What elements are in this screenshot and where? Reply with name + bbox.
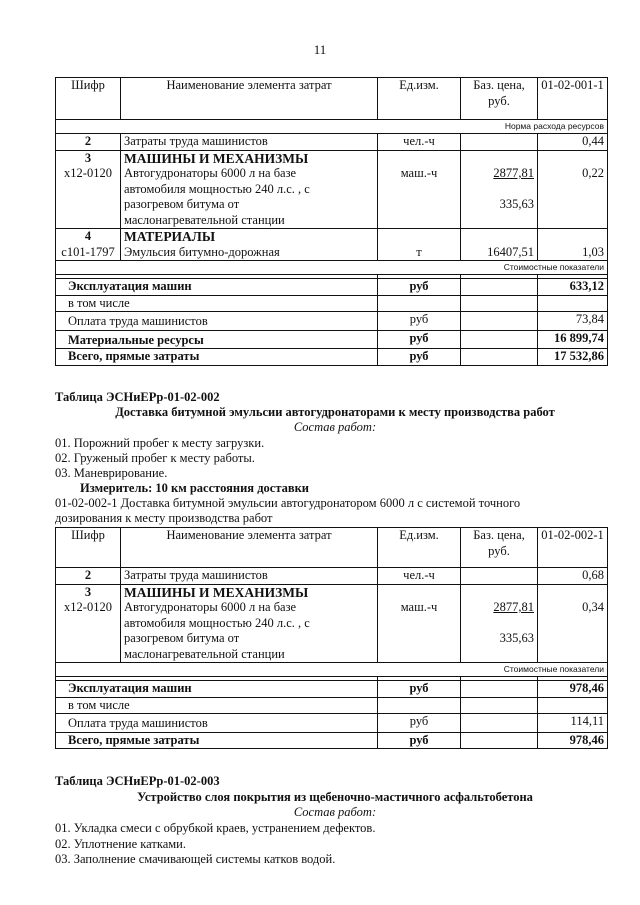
resource-line: разогревом битума от	[124, 197, 240, 211]
summary-unit: руб	[378, 330, 461, 349]
work-item: 01. Укладка смеси с обрубкой краев, устранением дефектов.	[55, 821, 376, 835]
summary-unit: руб	[378, 681, 461, 698]
page-number: 11	[313, 42, 327, 57]
row-num: 2	[56, 134, 121, 151]
summary-value: 114,11	[538, 714, 608, 733]
row-num: 2	[56, 568, 121, 585]
work-item: 03. Маневрирование.	[55, 466, 168, 480]
resource-price-secondary: 335,63	[499, 197, 534, 211]
col-code: Шифр	[56, 78, 121, 120]
summary-label: Всего, прямые затраты	[56, 732, 378, 749]
resource-price: 16407,51	[487, 244, 534, 259]
resource-value: 0,22	[582, 166, 604, 180]
resource-line: Эмульсия битумно-дорожная	[124, 244, 280, 259]
summary-unit: руб	[378, 732, 461, 749]
summary-label: в том числе	[56, 295, 378, 312]
section-num: 3	[84, 150, 92, 165]
table-subtitle: Доставка битумной эмульсии автогудронаторами к месту производства работ	[115, 405, 555, 419]
summary-value: 978,46	[538, 681, 608, 698]
summary-label: Эксплуатация машин	[56, 681, 378, 698]
summary-label: Оплата труда машинистов	[56, 312, 378, 331]
resource-code: х12-0120	[64, 600, 112, 614]
summary-value: 17 532,86	[538, 349, 608, 366]
resource-value: 1,03	[582, 244, 604, 259]
col-id: 01-02-002-1	[538, 528, 608, 568]
resource-line: Автогудронаторы 6000 л на базе	[124, 166, 297, 180]
composition-heading: Состав работ:	[293, 805, 377, 819]
resource-line: Автогудронаторы 6000 л на базе	[124, 600, 297, 614]
section-title: МАТЕРИАЛЫ	[124, 229, 216, 244]
col-name: Наименование элемента затрат	[121, 528, 378, 568]
work-item: 02. Уплотнение катками.	[55, 837, 186, 851]
row-value: 0,44	[538, 134, 608, 151]
summary-label: Эксплуатация машин	[56, 279, 378, 296]
resource-code: х12-0120	[64, 166, 112, 180]
summary-label: Оплата труда машинистов	[56, 714, 378, 733]
summary-label: Материальные ресурсы	[56, 330, 378, 349]
section-num: 4	[84, 229, 92, 243]
table-subtitle: Устройство слоя покрытия из щебеночно-мастичного асфальтобетона	[137, 790, 533, 804]
row-unit: чел.-ч	[378, 568, 461, 585]
work-item: 02. Груженый пробег к месту работы.	[55, 451, 255, 465]
resource-price: 2877,81	[493, 166, 534, 180]
cost-note: Стоимостные показатели	[56, 663, 608, 677]
col-price: Баз. цена, руб.	[461, 78, 538, 120]
summary-unit: руб	[378, 714, 461, 733]
row-name: Затраты труда машинистов	[121, 134, 378, 151]
meter-text: Измеритель: 10 км расстояния доставки	[80, 481, 310, 495]
resource-line: маслонагревательной станции	[124, 212, 285, 227]
resource-price: 2877,81	[493, 600, 534, 614]
resource-value: 0,34	[582, 600, 604, 614]
resource-price-secondary: 335,63	[499, 631, 534, 645]
col-name: Наименование элемента затрат	[121, 78, 378, 120]
work-item: 01. Порожний пробег к месту загрузки.	[55, 436, 265, 450]
composition-heading: Состав работ:	[293, 420, 377, 434]
col-id: 01-02-001-1	[538, 78, 608, 120]
norm-note: Норма расхода ресурсов	[56, 120, 608, 134]
section-num: 3	[84, 584, 92, 599]
row-name: Затраты труда машинистов	[121, 568, 378, 585]
section-title: МАШИНЫ И МЕХАНИЗМЫ	[124, 584, 309, 600]
resource-code: с101-1797	[61, 244, 115, 259]
col-price: Баз. цена, руб.	[461, 528, 538, 568]
resource-table-01-02-001	[55, 77, 608, 366]
summary-value: 978,46	[538, 732, 608, 749]
summary-unit: руб	[378, 312, 461, 331]
summary-unit: руб	[378, 349, 461, 366]
row-value: 0,68	[538, 568, 608, 585]
summary-value: 633,12	[538, 279, 608, 296]
norm-description: 01-02-002-1 Доставка битумной эмульсии автогудронатором 6000 л с системой точного	[55, 496, 521, 510]
resource-table-01-02-002	[55, 527, 608, 749]
table-title: Таблица ЭСНиЕРр-01-02-003	[55, 774, 220, 788]
resource-line: автомобиля мощностью 240 л.с. , с	[124, 615, 310, 630]
cost-note: Стоимостные показатели	[56, 261, 608, 275]
resource-line: маслонагревательной станции	[124, 646, 285, 661]
norm-description: дозирования к месту производства работ	[55, 511, 273, 525]
resource-unit: маш.-ч	[400, 166, 438, 180]
summary-value: 73,84	[538, 312, 608, 331]
section-title: МАШИНЫ И МЕХАНИЗМЫ	[124, 150, 309, 166]
resource-line: разогревом битума от	[124, 631, 240, 645]
summary-value: 16 899,74	[538, 330, 608, 349]
col-code: Шифр	[56, 528, 121, 568]
summary-unit: руб	[378, 279, 461, 296]
row-unit: чел.-ч	[378, 134, 461, 151]
col-unit: Ед.изм.	[378, 528, 461, 568]
summary-label: Всего, прямые затраты	[56, 349, 378, 366]
summary-label: в том числе	[56, 697, 378, 714]
resource-unit: маш.-ч	[400, 600, 438, 614]
resource-unit: т	[416, 244, 422, 259]
work-item: 03. Заполнение смачивающей системы катков водой.	[55, 852, 336, 866]
resource-line: автомобиля мощностью 240 л.с. , с	[124, 181, 310, 196]
col-unit: Ед.изм.	[378, 78, 461, 120]
table-title: Таблица ЭСНиЕРр-01-02-002	[55, 390, 220, 404]
